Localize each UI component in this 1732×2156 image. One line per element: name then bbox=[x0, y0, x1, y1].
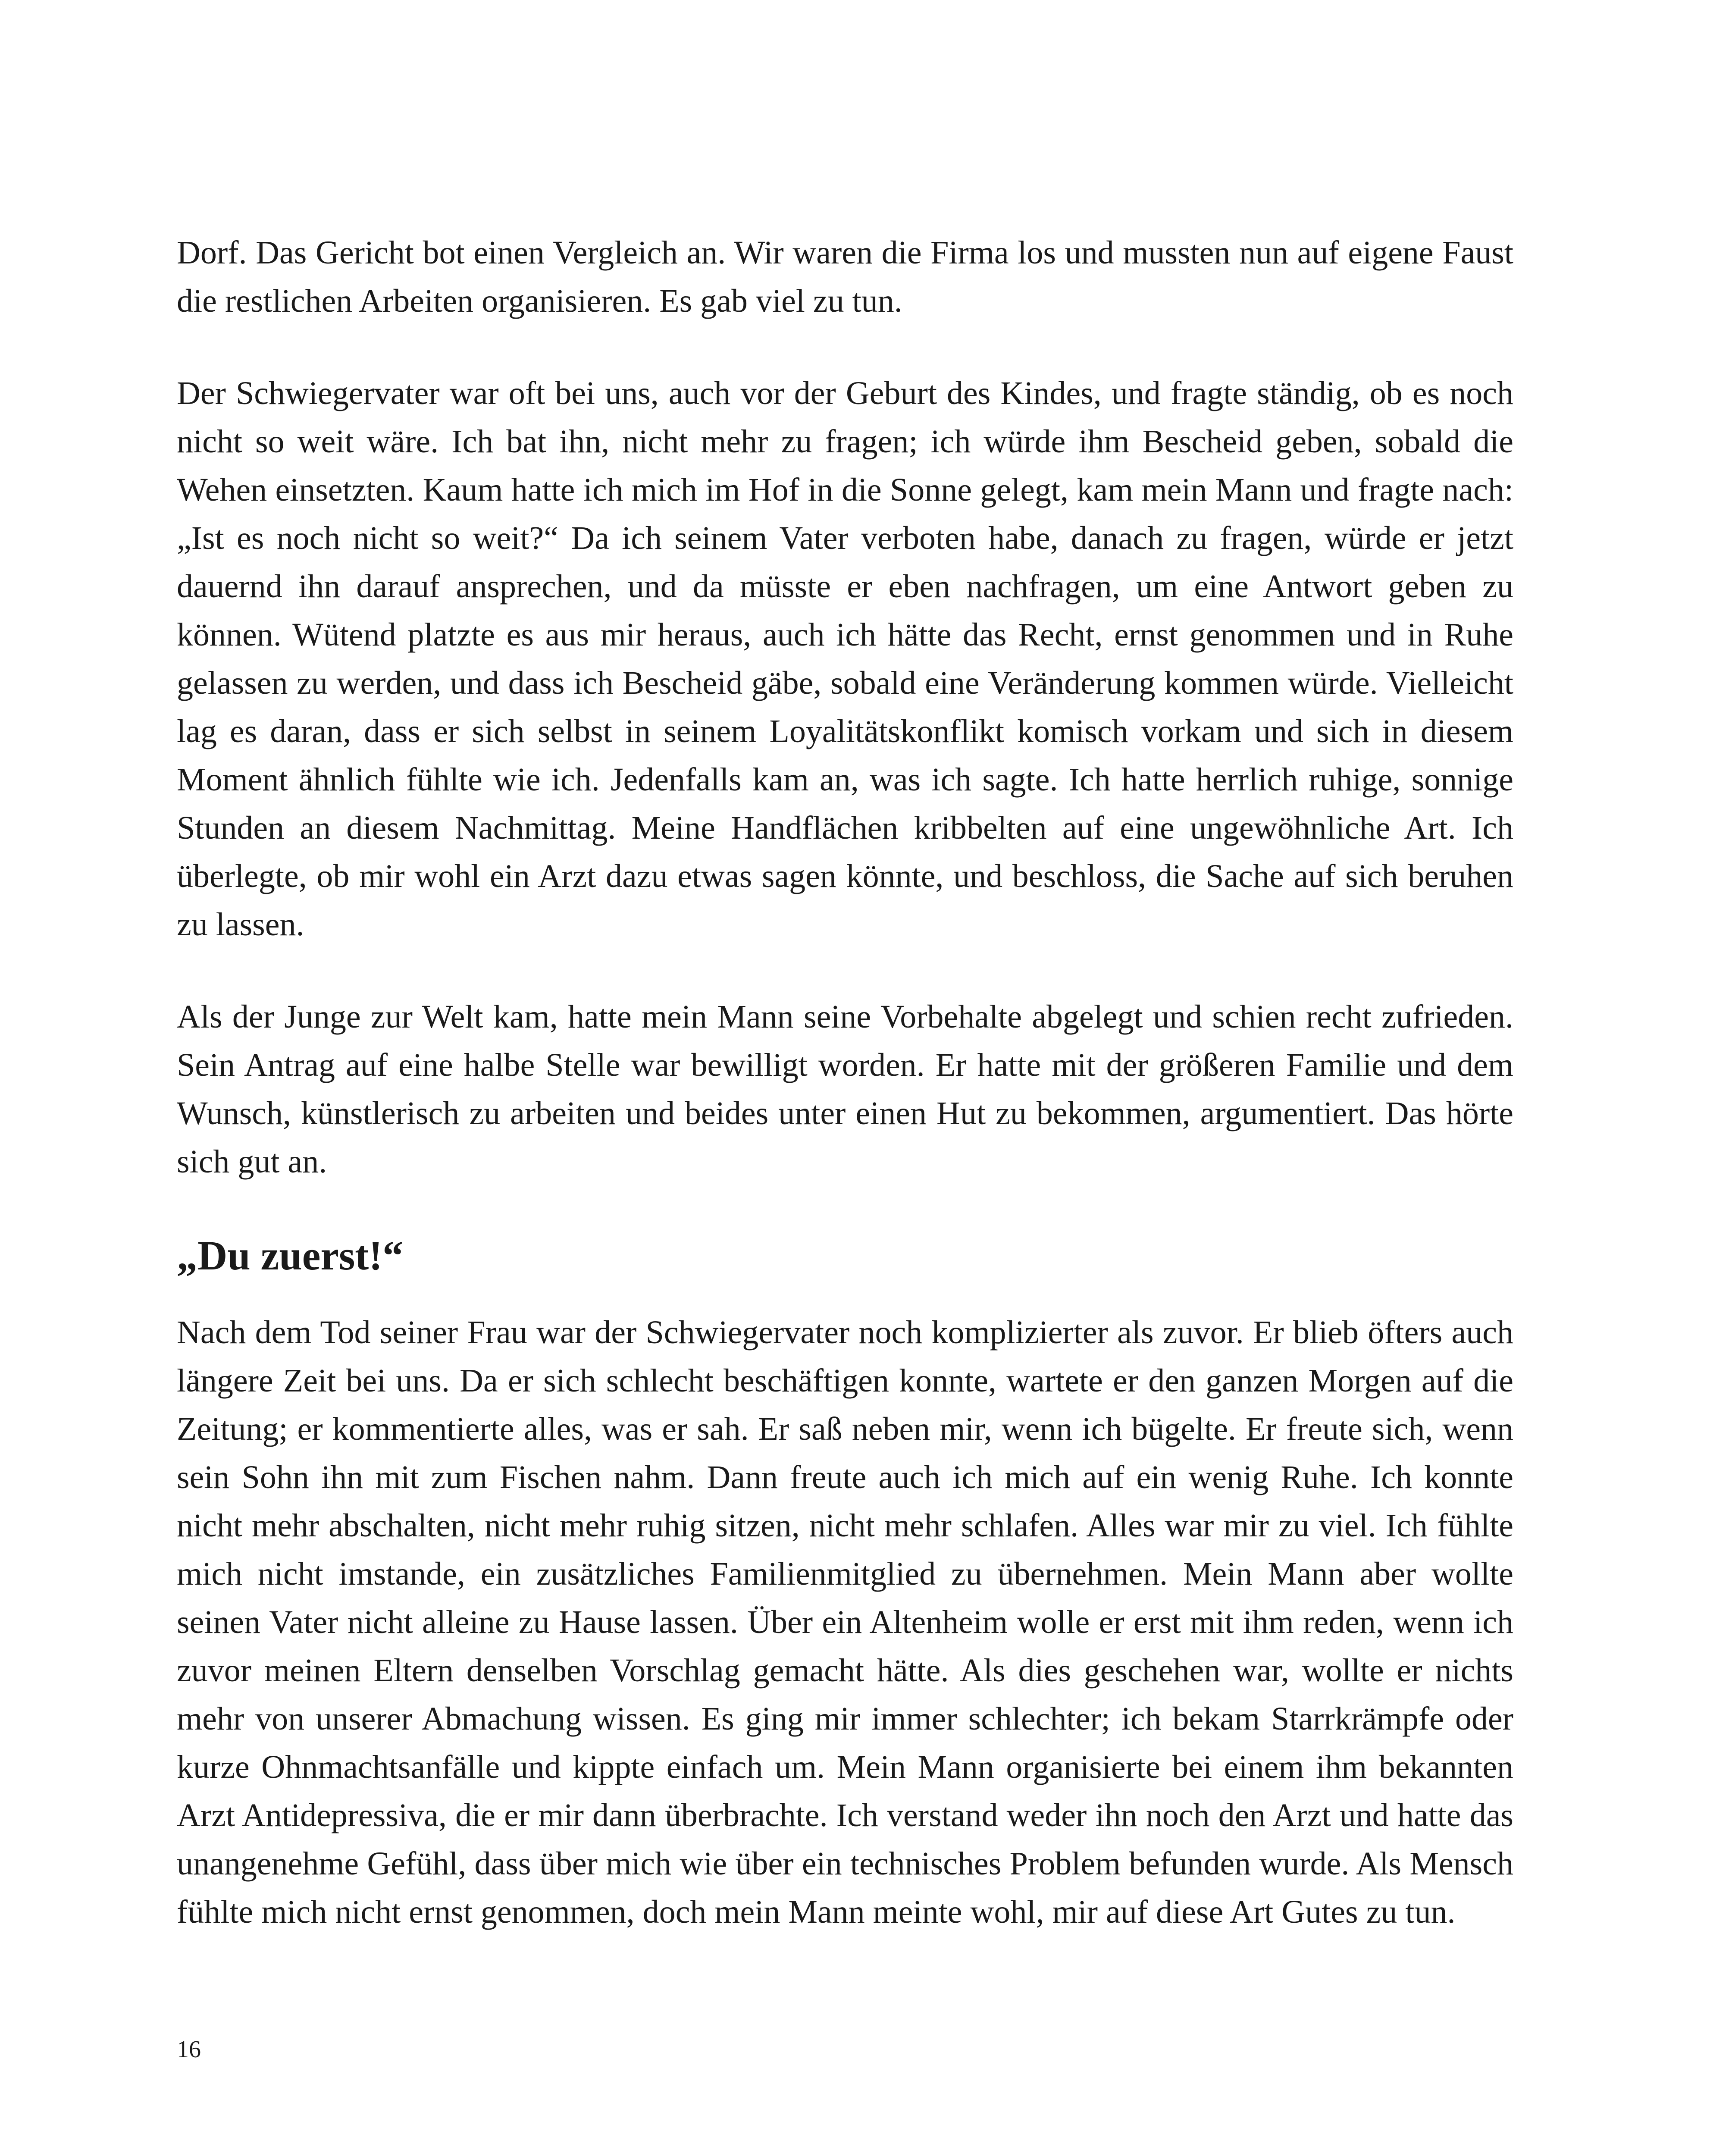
page-number: 16 bbox=[177, 2036, 201, 2063]
paragraph-gap bbox=[177, 325, 1513, 369]
paragraph-2: Der Schwiegervater war oft bei uns, auch vor der Geburt des Kindes, und fragte ständig, ob es noch nicht so weit wäre. Ich bat ihn, nicht mehr zu fragen; ich würde ihm Bescheid geben, sobald die Wehen einsetzten. Kaum hatte ich mich im Hof in die Sonne gelegt, kam mein Mann und fragte nach: „Ist es noch nicht so weit?“ Da ich seinem Vater verboten habe, danach zu fragen, würde er jetzt dauernd ihn darauf ansprechen, und da müsste er eben nachfragen, um eine Antwort geben zu können. Wütend platzte es aus mir heraus, auch ich hätte das Recht, ernst genommen und in Ruhe gelassen zu werden, und dass ich Bescheid gäbe, sobald eine Veränderung kommen würde. Vielleicht lag es daran, dass er sich selbst in seinem Loyalitätskonflikt komisch vorkam und sich in diesem Moment ähnlich fühlte wie ich. Jedenfalls kam an, was ich sagte. Ich hatte herrlich ruhige, sonnige Stunden an diesem Nachmittag. Meine Handflächen kribbelten auf eine ungewöhnliche Art. Ich überlegte, ob mir wohl ein Arzt dazu etwas sagen könnte, und beschloss, die Sache auf sich beruhen zu lassen. bbox=[177, 375, 1513, 943]
paragraph-3: Als der Junge zur Welt kam, hatte mein Mann seine Vorbehalte abgelegt und schien recht zufrieden. Sein Antrag auf eine halbe Stelle war bewilligt worden. Er hatte mit der größeren Familie und dem Wunsch, künstlerisch zu arbeiten und beides unter einen Hut zu bekommen, argumentiert. Das hörte sich gut an. bbox=[177, 999, 1513, 1180]
section-heading: „Du zuerst!“ bbox=[177, 1232, 404, 1279]
paragraph-1: Dorf. Das Gericht bot einen Vergleich an. Wir waren die Firma los und mussten nun auf eigene Faust die restlichen Arbeiten organisieren. Es gab viel zu tun. bbox=[177, 235, 1513, 319]
heading-gap bbox=[177, 1282, 1513, 1308]
paragraph-gap bbox=[177, 949, 1513, 993]
paragraph-4: Nach dem Tod seiner Frau war der Schwiegervater noch komplizierter als zuvor. Er blieb öfters auch längere Zeit bei uns. Da er sich schlecht beschäftigen konnte, wartete er den ganzen Morgen auf die Zeitung; er kommentierte alles, was er sah. Er saß neben mir, wenn ich bügelte. Er freute sich, wenn sein Sohn ihn mit zum Fischen nahm. Dann freute auch ich mich auf ein wenig Ruhe. Ich konnte nicht mehr abschalten, nicht mehr ruhig sitzen, nicht mehr schlafen. Alles war mir zu viel. Ich fühlte mich nicht imstande, ein zusätzliches Familienmitglied zu übernehmen. Mein Mann aber wollte seinen Vater nicht alleine zu Hause lassen. Über ein Altenheim wolle er erst mit ihm reden, wenn ich zuvor meinen Eltern denselben Vorschlag gemacht hätte. Als dies geschehen war, wollte er nichts mehr von unserer Abmachung wissen. Es ging mir immer schlechter; ich bekam Starrkrämpfe oder kurze Ohnmachtsanfälle und kippte einfach um. Mein Mann organisierte bei einem ihm bekannten Arzt Antidepressiva, die er mir dann überbrachte. Ich verstand weder ihn noch den Arzt und hatte das unangenehme Gefühl, dass über mich wie über ein technisches Problem befunden wurde. Als Mensch fühlte mich nicht ernst genommen, doch mein Mann meinte wohl, mir auf diese Art Gutes zu tun. bbox=[177, 1314, 1513, 1930]
heading-gap bbox=[177, 1186, 1513, 1229]
page-body bbox=[177, 229, 1513, 1936]
